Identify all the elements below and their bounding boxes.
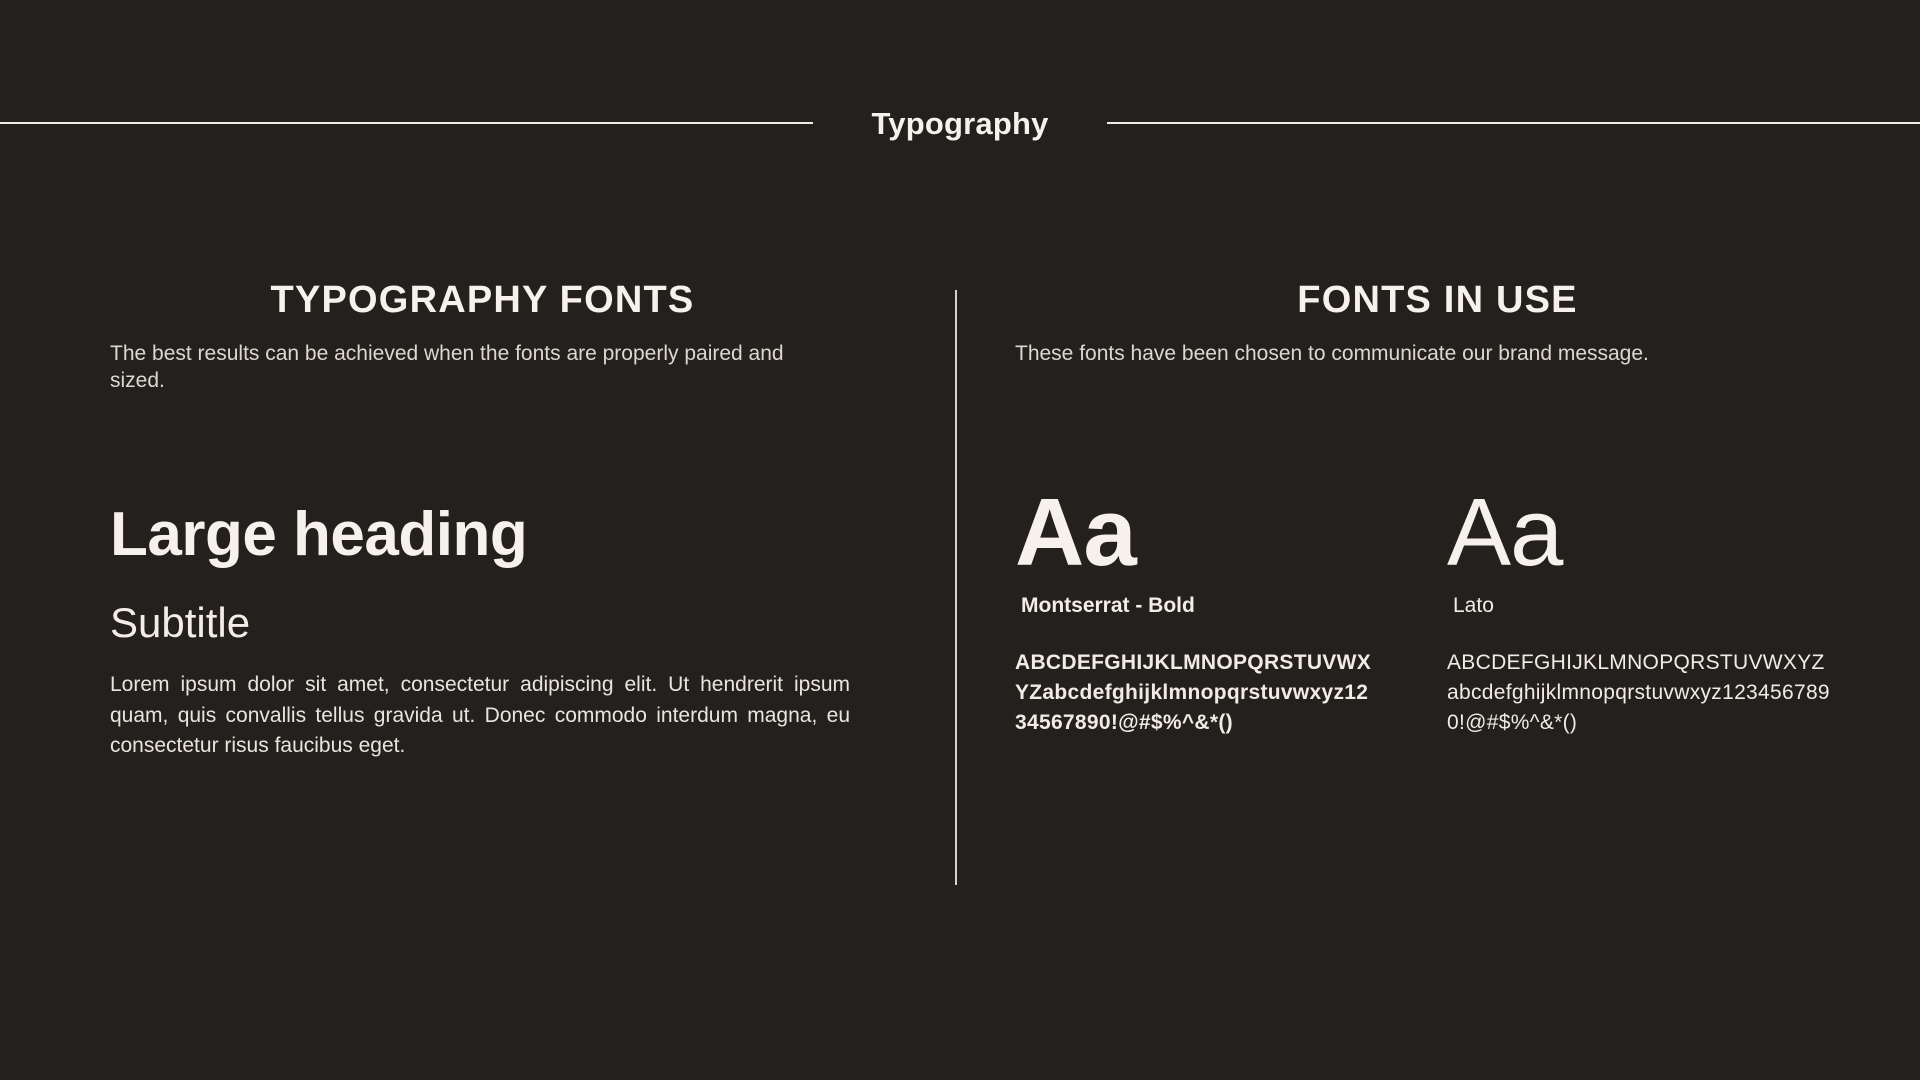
header-rule-left — [0, 122, 813, 124]
sample-body-text: Lorem ipsum dolor sit amet, consectetur adipiscing elit. Ut hendrerit ipsum quam, quis convallis tellus gravida ut. Donec commodo interdum magna, eu consectetur risus faucibus eget. — [110, 673, 850, 758]
font-specimen-glyphs: ABCDEFGHIJKLMNOPQRSTUVWXYZabcdefghijklmnopqrstuvwxyz1234567890!@#$%^&*() — [1015, 651, 1372, 734]
column-fonts-in-use — [957, 280, 1920, 885]
column-typography-fonts — [0, 280, 955, 885]
page-title: Typography — [871, 105, 1049, 141]
left-column-heading: TYPOGRAPHY FONTS — [270, 279, 695, 321]
sample-large-heading: Large heading — [110, 500, 528, 570]
header-rule-right — [1107, 122, 1920, 124]
font-specimen-letters: Aa — [1015, 479, 1136, 587]
font-specimen-list — [1015, 479, 1860, 738]
content-columns — [0, 280, 1920, 885]
right-column-subtext: These fonts have been chosen to communicate our brand message. — [1015, 341, 1649, 365]
font-specimen-name: Lato — [1453, 594, 1494, 618]
sample-subtitle: Subtitle — [110, 599, 251, 647]
font-specimen-card — [1447, 479, 1847, 738]
right-column-heading: FONTS IN USE — [1297, 279, 1578, 321]
font-specimen-glyphs: ABCDEFGHIJKLMNOPQRSTUVWXYZabcdefghijklmnopqrstuvwxyz1234567890!@#$%^&*() — [1447, 651, 1830, 734]
slide-header — [0, 100, 1920, 146]
font-specimen-letters: Aa — [1447, 479, 1563, 587]
left-column-subtext: The best results can be achieved when the fonts are properly paired and sized. — [110, 341, 784, 393]
font-specimen-name: Montserrat - Bold — [1021, 594, 1195, 618]
font-specimen-card — [1015, 479, 1375, 738]
type-sample-block — [110, 500, 895, 761]
